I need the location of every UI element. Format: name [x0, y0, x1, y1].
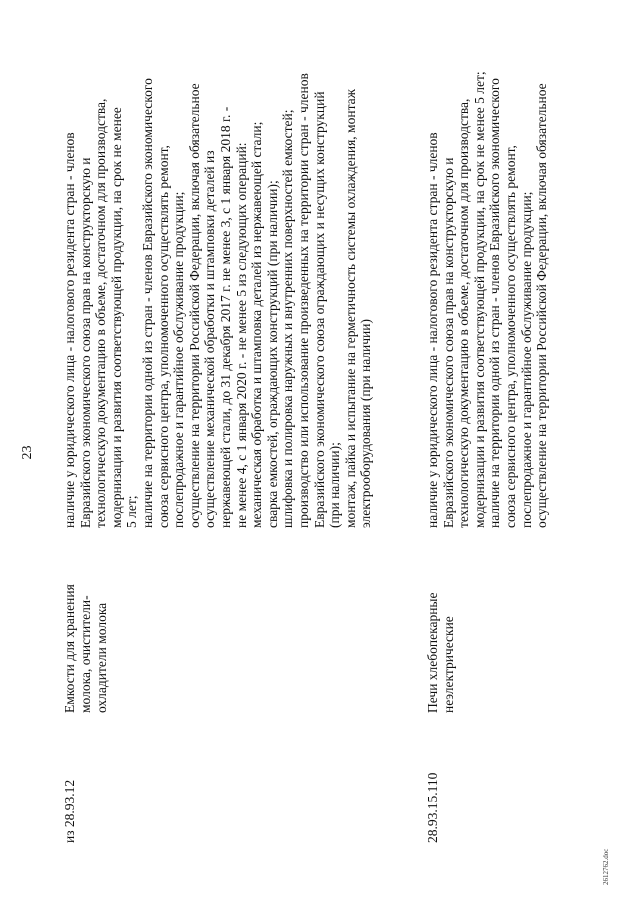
requirement-line: модернизации и развития соответствующей продукции, на срок не менее [108, 107, 124, 528]
requirement-line: осуществление механической обработки и штамповки деталей из [202, 150, 218, 528]
requirement-line: союза сервисного центра, уполномоченного осуществлять ремонт, [155, 145, 171, 528]
requirement-line: наличие у юридического лица - налогового резидента стран - членов [62, 132, 77, 528]
requirements-text [425, 43, 550, 528]
requirement-line: Евразийского экономического союза прав на конструкторскую и [440, 157, 456, 528]
requirement-line: наличие на территории одной из стран - членов Евразийского экономического [487, 78, 503, 528]
requirement-line: не менее 4, с 1 января 2020 г. - не менее 5 из следующих операций: [233, 142, 249, 528]
product-code: из 28.93.12 [62, 779, 77, 843]
requirement-line: механическая обработка и штамповка деталей из нержавеющей стали; [249, 121, 265, 528]
product-name: Емкости для хранения молока, очистители-охладители молока [62, 584, 109, 713]
product-name: Печи хлебопекарные неэлектрические [425, 592, 456, 713]
requirement-line: наличие на территории одной из стран - членов Евразийского экономического [139, 78, 155, 528]
requirement-line: сварка емкостей, ограждающих конструкций (при наличии); [264, 180, 280, 528]
requirement-line: нержавеющей стали, до 31 декабря 2017 г. не менее 3, с 1 января 2018 г. - [217, 106, 233, 528]
requirement-line: монтаж, пайка и испытание на герметичность системы охлаждения, монтаж [342, 89, 358, 528]
requirement-line: (при наличии); [327, 442, 343, 528]
requirement-line: наличие у юридического лица - налогового резидента стран - членов [425, 132, 440, 528]
footer-filename: 2612762.doc [602, 848, 610, 885]
requirement-line: производство или использование произведенных на территории стран - членов [295, 73, 311, 528]
requirement-line: электрооборудования (при наличии) [358, 318, 374, 528]
requirement-line: технологическую документацию в объеме, достаточном для производства, [456, 98, 472, 528]
requirements-text [62, 43, 374, 528]
requirement-line: Евразийского экономического союза ограждающих и несущих конструкций [311, 91, 327, 528]
requirement-line: союза сервисного центра, уполномоченного осуществлять ремонт, [502, 145, 518, 528]
requirement-line: осуществление на территории Российской Федерации, включая обязательное [186, 83, 202, 528]
requirement-line: послепродажное и гарантийное обслуживание продукции; [171, 191, 187, 528]
requirement-line: шлифовка и полировка наружных и внутренних поверхностей емкостей; [280, 109, 296, 528]
requirement-line: осуществление на территории Российской Федерации, включая обязательное [534, 83, 550, 528]
requirement-line: послепродажное и гарантийное обслуживание продукции; [518, 191, 534, 528]
requirement-line: технологическую документацию в объеме, достаточном для производства, [93, 98, 109, 528]
requirement-line: Евразийского экономического союза прав на конструкторскую и [77, 157, 93, 528]
requirement-line: модернизации и развития соответствующей продукции, на срок не менее 5 лет; [471, 71, 487, 528]
page-number: 23 [20, 445, 35, 460]
product-code: 28.93.15.110 [425, 772, 440, 843]
requirement-line: 5 лет; [124, 495, 140, 528]
